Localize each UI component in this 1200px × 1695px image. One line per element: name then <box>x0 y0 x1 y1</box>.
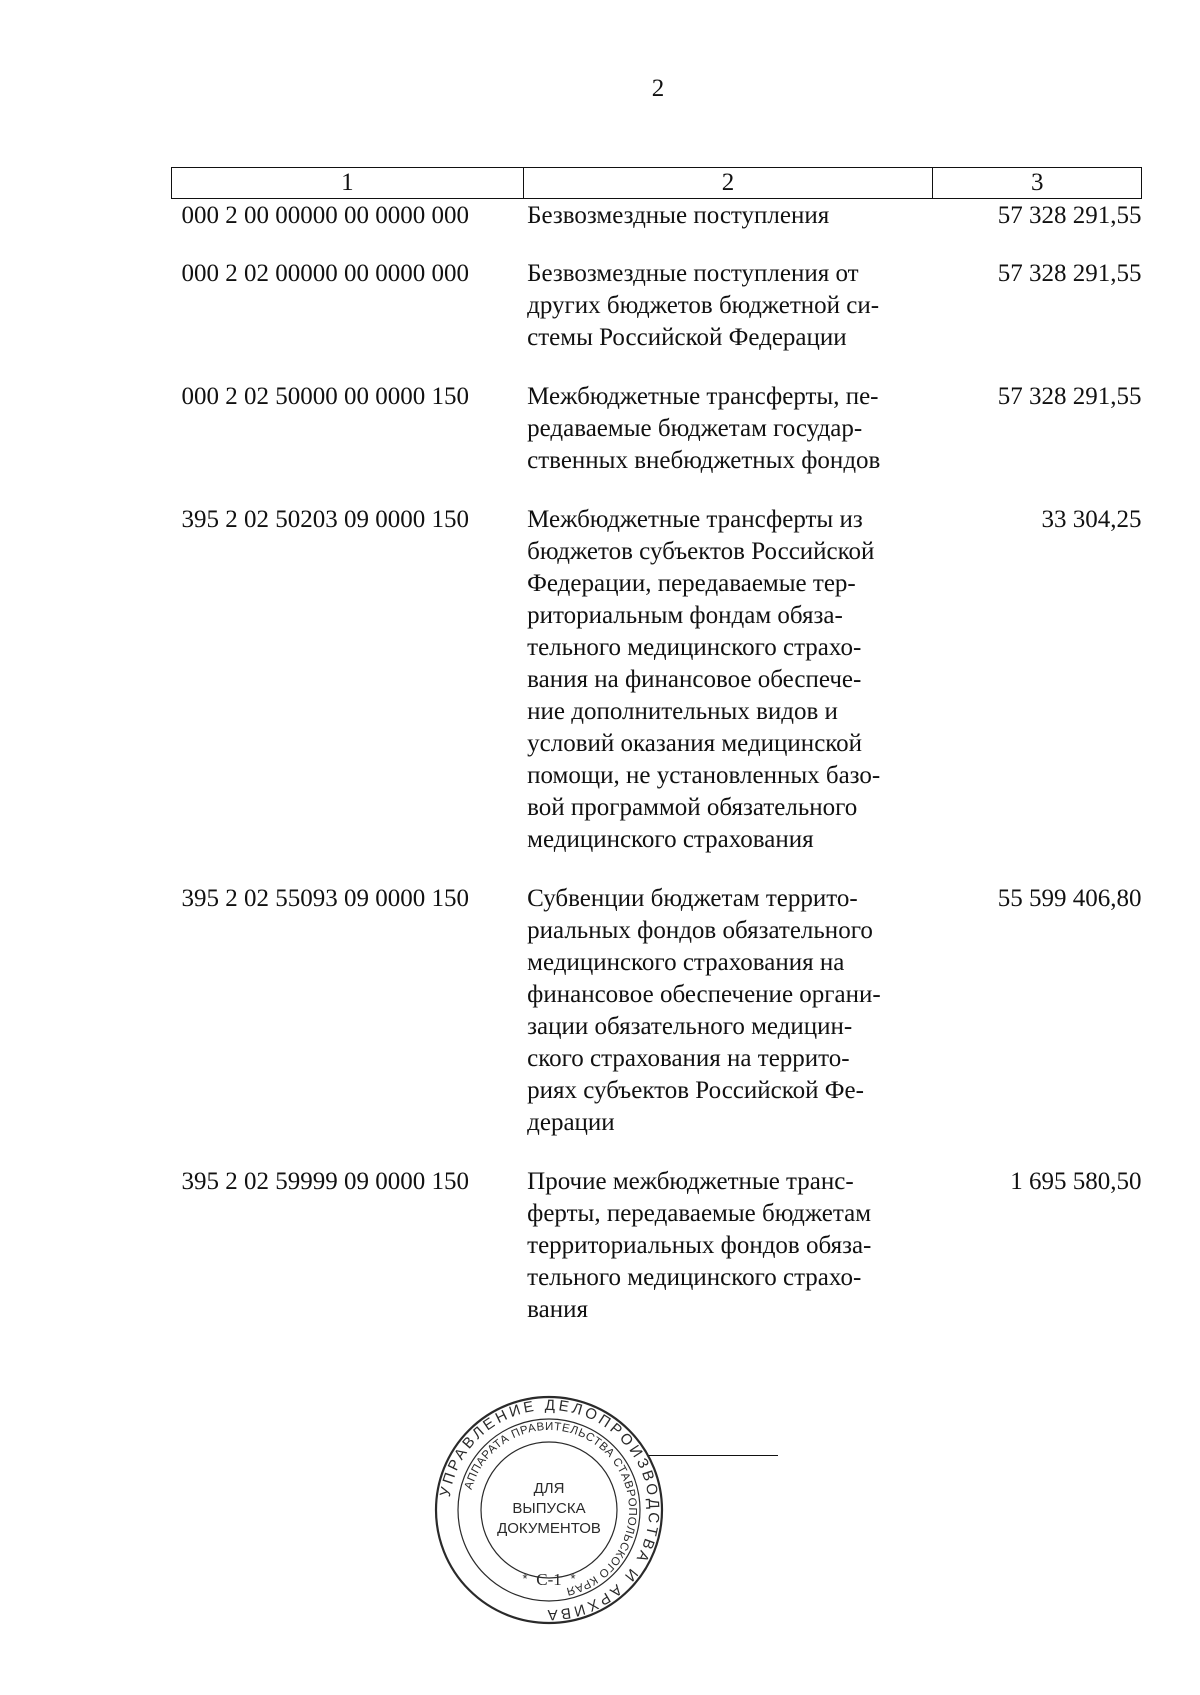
revenue-name-line: вой программой обязательного <box>527 793 858 821</box>
budget-revenue-table <box>171 167 1142 1353</box>
stamp-seal-image <box>432 1393 666 1627</box>
official-stamp <box>432 1393 666 1627</box>
revenue-name-line: тельного медицинского страхо- <box>527 1263 862 1291</box>
budget-classification-code: 395 2 02 59999 09 0000 150 <box>181 1167 469 1195</box>
revenue-name-line: риях субъектов Российской Фе- <box>527 1076 864 1104</box>
revenue-name-line: условий оказания медицинской <box>527 729 863 757</box>
revenue-name-line: Субвенции бюджетам террито- <box>527 884 858 912</box>
revenue-name-line: зации обязательного медицин- <box>527 1012 853 1040</box>
revenue-name <box>523 199 933 258</box>
table-row <box>172 381 1142 504</box>
revenue-name-line: риториальным фондам обяза- <box>527 601 843 629</box>
revenue-name-line: дерации <box>527 1108 615 1136</box>
amount: 55 599 406,80 <box>997 884 1142 912</box>
revenue-name-line: риальных фондов обязательного <box>527 916 873 944</box>
stamp-inner-text: АППАРАТА ПРАВИТЕЛЬСТВА СТАВРОПОЛЬСКОГО КРАЯ <box>462 1420 639 1598</box>
revenue-name-line: помощи, не установленных базо- <box>527 761 881 789</box>
revenue-name-line: финансовое обеспечение органи- <box>527 980 881 1008</box>
stamp-star-left-icon: * <box>522 1571 528 1586</box>
revenue-name <box>523 1166 933 1353</box>
header-col-3: 3 <box>933 168 1142 199</box>
revenue-name-line: ние дополнительных видов и <box>527 697 838 725</box>
signature-line <box>648 1455 778 1456</box>
table-row <box>172 883 1142 1166</box>
revenue-name-line: ского страхования на террито- <box>527 1044 850 1072</box>
table-row <box>172 1166 1142 1353</box>
budget-classification-code: 395 2 02 50203 09 0000 150 <box>181 505 469 533</box>
header-col-2: 2 <box>523 168 933 199</box>
table-row <box>172 199 1142 258</box>
revenue-name-line: других бюджетов бюджетной си- <box>527 291 880 319</box>
revenue-name-line: Межбюджетные трансферты из <box>527 505 863 533</box>
revenue-name-line: Межбюджетные трансферты, пе- <box>527 382 879 410</box>
revenue-name-line: медицинского страхования <box>527 825 814 853</box>
table-row <box>172 258 1142 381</box>
revenue-name <box>523 258 933 381</box>
revenue-name-line: ственных внебюджетных фондов <box>527 446 881 474</box>
revenue-name-line: Прочие межбюджетные транс- <box>527 1167 854 1195</box>
revenue-name-line: редаваемые бюджетам государ- <box>527 414 863 442</box>
budget-classification-code: 000 2 02 00000 00 0000 000 <box>181 259 469 287</box>
stamp-center-line-2: ВЫПУСКА <box>512 1500 586 1517</box>
revenue-name-line: Федерации, передаваемые тер- <box>527 569 856 597</box>
table-row <box>172 504 1142 883</box>
revenue-name-line: стемы Российской Федерации <box>527 323 847 351</box>
revenue-name-line: территориальных фондов обяза- <box>527 1231 872 1259</box>
stamp-center-line-3: ДОКУМЕНТОВ <box>497 1520 601 1537</box>
revenue-name-line: вания на финансовое обеспече- <box>527 665 862 693</box>
table-body <box>172 168 1142 1353</box>
stamp-outer-text: УПРАВЛЕНИЕ ДЕЛОПРОИЗВОДСТВА И АРХИВА <box>436 1396 663 1624</box>
revenue-name <box>523 883 933 1166</box>
amount: 57 328 291,55 <box>997 202 1142 229</box>
amount: 57 328 291,55 <box>997 259 1142 287</box>
budget-classification-code: 000 2 00 00000 00 0000 000 <box>181 202 469 229</box>
stamp-code: С-1 <box>536 1570 562 1589</box>
table-header-row <box>172 168 1142 199</box>
revenue-name <box>523 381 933 504</box>
revenue-name-line: медицинского страхования на <box>527 948 845 976</box>
budget-classification-code: 395 2 02 55093 09 0000 150 <box>181 884 469 912</box>
stamp-star-right-icon: * <box>570 1571 576 1586</box>
revenue-name-line: ферты, передаваемые бюджетам <box>527 1199 872 1227</box>
revenue-name-line: Безвозмездные поступления от <box>527 259 859 287</box>
budget-classification-code: 000 2 02 50000 00 0000 150 <box>181 382 469 410</box>
amount: 1 695 580,50 <box>1010 1167 1142 1195</box>
revenue-name-line: Безвозмездные поступления <box>527 202 830 229</box>
revenue-name-line: вания <box>527 1295 588 1323</box>
stamp-center-line-1: ДЛЯ <box>533 1480 565 1497</box>
revenue-name-line: тельного медицинского страхо- <box>527 633 862 661</box>
revenue-name <box>523 504 933 883</box>
header-col-1: 1 <box>172 168 524 199</box>
amount: 57 328 291,55 <box>997 382 1142 410</box>
revenue-name-line: бюджетов субъектов Российской <box>527 537 875 565</box>
amount: 33 304,25 <box>1041 505 1142 533</box>
page-number: 2 <box>651 75 665 102</box>
